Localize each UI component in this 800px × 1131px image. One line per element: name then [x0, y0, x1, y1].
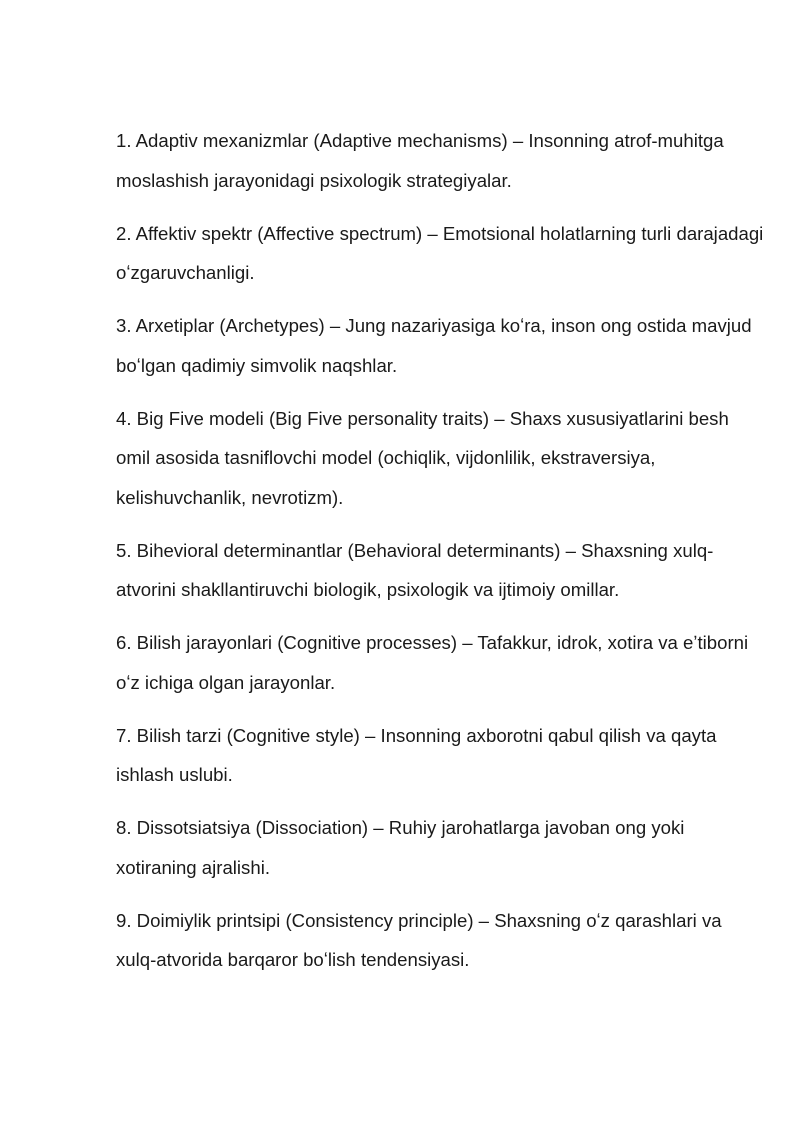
- glossary-list: [116, 121, 766, 993]
- glossary-entry-archetypes: 3. Arxetiplar (Archetypes) – Jung nazariyasiga koʻra, inson ong ostida mavjud boʻlgan qadimiy simvolik naqshlar.: [116, 315, 752, 376]
- glossary-entry-affective-spectrum: 2. Affektiv spektr (Affective spectrum) – Emotsional holatlarning turli darajadagi oʻzgaruvchanligi.: [116, 222, 764, 283]
- glossary-entry-adaptive-mechanisms: 1. Adaptiv mexanizmlar (Adaptive mechanisms) – Insonning atrof-muhitga moslashish jarayonidagi psixologik strategiyalar.: [116, 130, 724, 191]
- glossary-entry-consistency-principle: 9. Doimiylik printsipi (Consistency principle) – Shaxsning oʻz qarashlari va xulq-atvorida barqaror boʻlish tendensiyasi.: [116, 909, 722, 970]
- glossary-entry-cognitive-style: 7. Bilish tarzi (Cognitive style) – Insonning axborotni qabul qilish va qayta ishlash uslubi.: [116, 724, 717, 785]
- glossary-entry-big-five: 4. Big Five modeli (Big Five personality traits) – Shaxs xususiyatlarini besh omil asosida tasniflovchi model (ochiqlik, vijdonlilik, ekstraversiya, kelishuvchanlik, nevrotizm).: [116, 407, 729, 508]
- glossary-entry-behavioral-determinants: 5. Bihevioral determinantlar (Behavioral determinants) – Shaxsning xulq-atvorini shakllantiruvchi biologik, psixologik va ijtimoiy omillar.: [116, 539, 714, 600]
- glossary-entry-dissociation: 8. Dissotsiatsiya (Dissociation) – Ruhiy jarohatlarga javoban ong yoki xotiraning ajralishi.: [116, 817, 685, 878]
- glossary-entry-cognitive-processes: 6. Bilish jarayonlari (Cognitive processes) – Tafakkur, idrok, xotira va eʼtiborni oʻz ichiga olgan jarayonlar.: [116, 632, 749, 693]
